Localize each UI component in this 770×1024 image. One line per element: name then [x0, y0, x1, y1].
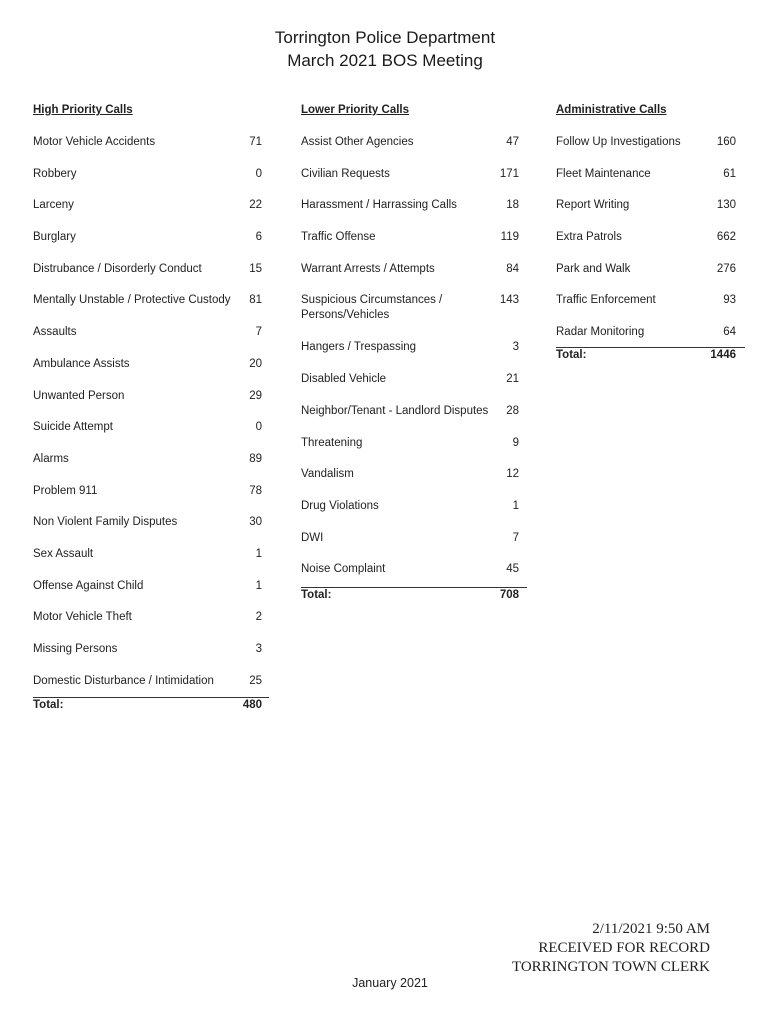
item-label: Motor Vehicle Accidents: [33, 136, 156, 148]
item-value: 18: [506, 199, 519, 212]
item-label: Unwanted Person: [33, 389, 125, 402]
list-item: [33, 484, 269, 516]
list-item: [33, 357, 269, 389]
item-value: 25: [249, 674, 262, 687]
item-label: Assaults: [33, 326, 77, 339]
administrative-list: [556, 135, 745, 347]
item-value: 20: [249, 357, 262, 370]
item-value: 12: [506, 468, 519, 481]
list-item: [33, 452, 269, 484]
administrative-column: [556, 102, 745, 365]
item-label: Disabled Vehicle: [301, 373, 387, 386]
list-item: [33, 135, 269, 167]
list-item: [556, 230, 745, 262]
item-label: Traffic Offense: [301, 231, 376, 244]
item-value: 130: [716, 199, 736, 212]
total-value: 480: [242, 698, 262, 711]
list-item: [33, 674, 269, 697]
item-value: 119: [500, 231, 519, 244]
lower-priority-title: Lower Priority Calls: [301, 104, 410, 116]
item-label: Fleet Maintenance: [556, 167, 651, 180]
item-label: Hangers / Trespassing: [301, 341, 417, 354]
item-value: 0: [255, 421, 262, 434]
item-value: 30: [249, 516, 262, 529]
list-item: [301, 372, 527, 404]
item-value: 71: [249, 136, 262, 148]
item-label: Problem 911: [33, 484, 98, 497]
list-item: [33, 515, 269, 547]
item-label: Robbery: [33, 167, 77, 180]
item-value: 2: [255, 611, 262, 624]
list-item: [556, 293, 745, 325]
list-item: [33, 293, 269, 325]
high-priority-total: [33, 697, 269, 715]
item-label: Threatening: [301, 436, 363, 449]
list-item: [33, 420, 269, 452]
item-label: Sex Assault: [33, 547, 94, 560]
list-item: [33, 610, 269, 642]
list-item: [33, 547, 269, 579]
item-value: 6: [255, 231, 262, 244]
item-label: Warrant Arrests / Attempts: [301, 262, 435, 275]
item-label: Missing Persons: [33, 643, 118, 655]
item-value: 3: [512, 341, 519, 354]
stamp-clerk: TORRINGTON TOWN CLERK: [511, 959, 710, 975]
item-label: Follow Up Investigations: [556, 136, 681, 148]
item-value: 171: [499, 167, 519, 180]
high-priority-list: [33, 135, 269, 697]
list-item: [301, 230, 527, 262]
item-label: Suspicious Circumstances / Persons/Vehicles: [301, 294, 443, 322]
item-value: 1: [255, 579, 262, 592]
item-value: 89: [249, 452, 262, 465]
lower-priority-list: [301, 135, 527, 587]
clerk-stamp: [470, 920, 710, 977]
item-label: Distrubance / Disorderly Conduct: [33, 262, 202, 275]
list-item: [33, 262, 269, 294]
item-value: 662: [716, 231, 736, 244]
item-value: 61: [723, 167, 736, 180]
list-item: [301, 262, 527, 294]
total-label: Total:: [301, 589, 332, 602]
page-subtitle: March 2021 BOS Meeting: [287, 51, 483, 70]
item-label: Domestic Disturbance / Intimidation: [33, 674, 214, 687]
list-item: [301, 340, 527, 372]
list-item: [33, 167, 269, 199]
item-label: Park and Walk: [556, 262, 631, 275]
item-value: 276: [716, 262, 736, 275]
total-value: 708: [499, 589, 519, 602]
item-value: 64: [723, 326, 736, 339]
list-item: [301, 499, 527, 531]
item-label: Drug Violations: [301, 499, 379, 512]
list-item: [33, 579, 269, 611]
total-label: Total:: [33, 698, 64, 711]
item-label: Report Writing: [556, 199, 630, 212]
list-item: [556, 325, 745, 347]
item-label: Traffic Enforcement: [556, 294, 656, 307]
list-item: [301, 167, 527, 199]
item-label: Ambulance Assists: [33, 357, 130, 370]
item-value: 143: [499, 294, 519, 307]
list-item: [301, 293, 527, 340]
item-value: 21: [506, 373, 519, 386]
list-item: [33, 325, 269, 357]
item-label: Neighbor/Tenant - Landlord Disputes: [301, 404, 489, 417]
list-item: [301, 404, 527, 436]
item-value: 7: [512, 531, 519, 544]
list-item: [556, 198, 745, 230]
item-label: Assist Other Agencies: [301, 136, 414, 148]
total-label: Total:: [556, 349, 587, 362]
item-label: Suicide Attempt: [33, 421, 113, 434]
item-label: Noise Complaint: [301, 563, 386, 576]
item-value: 22: [249, 199, 262, 212]
item-label: Extra Patrols: [556, 231, 622, 244]
item-label: Motor Vehicle Theft: [33, 611, 132, 624]
item-value: 3: [255, 643, 262, 655]
administrative-title: Administrative Calls: [556, 104, 667, 116]
item-label: Harassment / Harrassing Calls: [301, 199, 457, 212]
page-header: [0, 26, 770, 72]
lower-priority-column: [301, 102, 527, 605]
list-item: [556, 135, 745, 167]
item-label: Offense Against Child: [33, 579, 144, 592]
item-value: 29: [249, 389, 262, 402]
item-value: 160: [716, 136, 736, 148]
list-item: [301, 562, 527, 587]
item-label: Radar Monitoring: [556, 326, 645, 339]
item-label: Larceny: [33, 199, 74, 212]
item-value: 84: [506, 262, 519, 275]
list-item: [33, 198, 269, 230]
list-item: [556, 167, 745, 199]
list-item: [33, 389, 269, 421]
item-label: Vandalism: [301, 468, 354, 481]
stamp-datetime: 2/11/2021 9:50 AM: [592, 921, 710, 937]
item-value: 45: [506, 563, 519, 576]
item-value: 9: [512, 436, 519, 449]
high-priority-title: High Priority Calls: [33, 104, 133, 116]
item-value: 1: [255, 547, 262, 560]
item-value: 15: [249, 262, 262, 275]
list-item: [33, 642, 269, 674]
item-label: Civilian Requests: [301, 167, 390, 180]
item-label: Burglary: [33, 231, 76, 244]
list-item: [33, 230, 269, 262]
item-value: 78: [249, 484, 262, 497]
item-label: Alarms: [33, 452, 69, 465]
item-value: 93: [723, 294, 736, 307]
item-label: DWI: [301, 531, 324, 544]
list-item: [301, 198, 527, 230]
item-value: 1: [512, 499, 519, 512]
list-item: [301, 531, 527, 563]
total-value: 1446: [710, 349, 736, 362]
list-item: [301, 135, 527, 167]
footer-date: January 2021: [352, 976, 428, 990]
high-priority-column: [33, 102, 269, 715]
item-value: 81: [249, 294, 262, 307]
list-item: [556, 262, 745, 294]
item-value: 7: [255, 326, 262, 339]
item-label: Mentally Unstable / Protective Custody: [33, 294, 231, 307]
lower-priority-total: [301, 587, 527, 605]
item-value: 0: [255, 167, 262, 180]
page-title: Torrington Police Department: [274, 28, 496, 47]
item-label: Non Violent Family Disputes: [33, 516, 178, 529]
list-item: [301, 467, 527, 499]
item-value: 47: [506, 136, 519, 148]
administrative-total: [556, 347, 745, 365]
item-value: 28: [506, 404, 519, 417]
stamp-received: RECEIVED FOR RECORD: [538, 940, 710, 956]
list-item: [301, 436, 527, 468]
